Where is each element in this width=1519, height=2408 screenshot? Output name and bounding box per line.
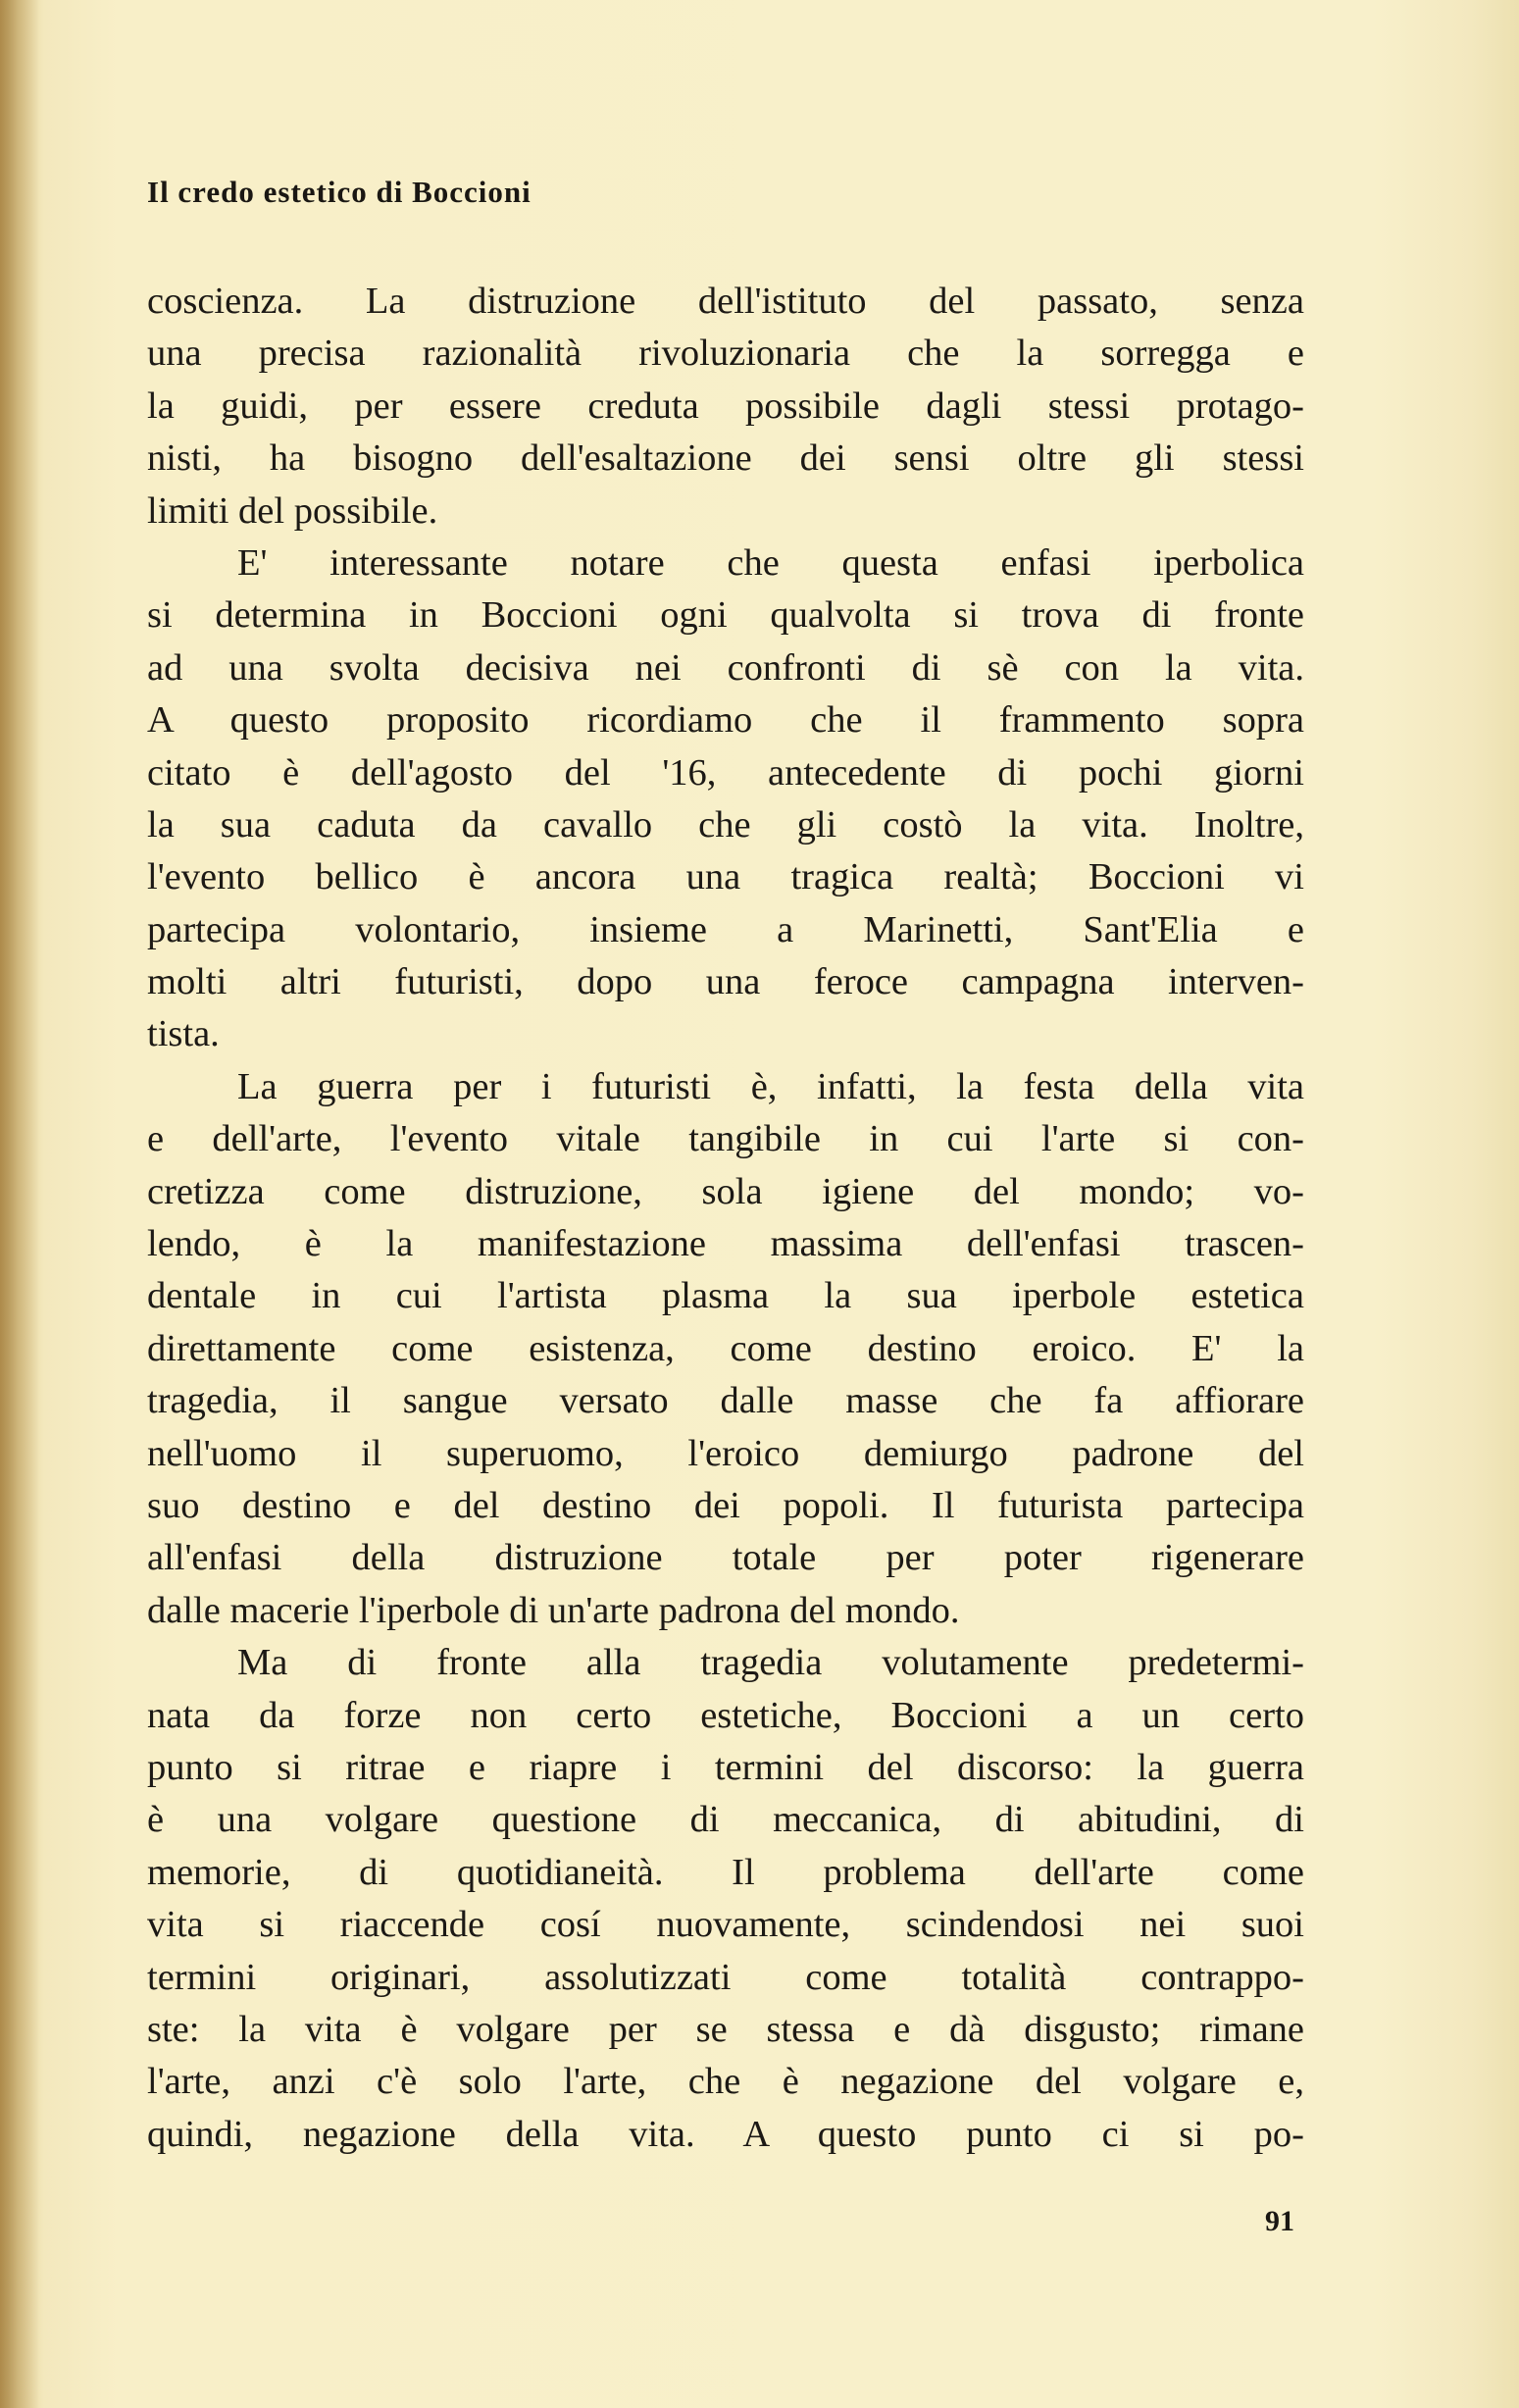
page-number: 91: [1265, 2205, 1294, 2237]
spine-shadow: [0, 0, 39, 2408]
text-line: tragedia, il sangue versato dalle masse che fa affiorare: [147, 1380, 1304, 1422]
text-line: memorie, di quotidianeità. Il problema dell'arte come: [147, 1851, 1304, 1893]
text-line: suo destino e del destino dei popoli. Il futurista partecipa: [147, 1484, 1304, 1526]
text-line: è una volgare questione di meccanica, di abitudini, di: [147, 1799, 1304, 1841]
text-line: la sua caduta da cavallo che gli costò la vita. Inoltre,: [147, 803, 1304, 845]
text-line: all'enfasi della distruzione totale per poter rigenerare: [147, 1537, 1304, 1579]
text-line: ad una svolta decisiva nei confronti di sè con la vita.: [147, 646, 1304, 689]
text-line: una precisa razionalità rivoluzionaria che la sorregga e: [147, 333, 1304, 375]
text-line: l'arte, anzi c'è solo l'arte, che è negazione del volgare e,: [147, 2061, 1304, 2103]
text-line: l'evento bellico è ancora una tragica realtà; Boccioni vi: [147, 856, 1304, 898]
text-line: cretizza come distruzione, sola igiene del mondo; vo-: [147, 1170, 1304, 1212]
text-line: quindi, negazione della vita. A questo punto ci si po-: [147, 2113, 1304, 2155]
text-line: la guidi, per essere creduta possibile dagli stessi protago-: [147, 384, 1304, 427]
text-line: La guerra per i futuristi è, infatti, la festa della vita: [237, 1065, 1304, 1107]
text-line: punto si ritrae e riapre i termini del discorso: la guerra: [147, 1746, 1304, 1788]
text-line: citato è dell'agosto del '16, antecedente di pochi giorni: [147, 751, 1304, 794]
text-line: dentale in cui l'artista plasma la sua iperbole estetica: [147, 1275, 1304, 1317]
text-line: si determina in Boccioni ogni qualvolta si trova di fronte: [147, 594, 1304, 637]
text-line: vita si riaccende cosí nuovamente, scindendosi nei suoi: [147, 1904, 1304, 1946]
running-head: Il credo estetico di Boccioni: [147, 175, 532, 209]
text-line: termini originari, assolutizzati come totalità contrappo-: [147, 1956, 1304, 1998]
text-line: E' interessante notare che questa enfasi iperbolica: [237, 541, 1304, 584]
text-line: partecipa volontario, insieme a Marinetti, Sant'Elia e: [147, 908, 1304, 950]
text-line: coscienza. La distruzione dell'istituto del passato, senza: [147, 281, 1304, 322]
text-line: nisti, ha bisogno dell'esaltazione dei sensi oltre gli stessi: [147, 437, 1304, 480]
text-line: direttamente come esistenza, come destino eroico. E' la: [147, 1327, 1304, 1369]
text-line: dalle macerie l'iperbole di un'arte padrona del mondo.: [147, 1589, 960, 1631]
body-text: [147, 276, 1304, 2161]
text-line: lendo, è la manifestazione massima dell'enfasi trascen-: [147, 1223, 1304, 1265]
text-line: Ma di fronte alla tragedia volutamente predetermi-: [237, 1642, 1304, 1684]
text-line: ste: la vita è volgare per se stessa e dà disgusto; rimane: [147, 2008, 1304, 2050]
text-line: limiti del possibile.: [147, 489, 438, 532]
text-line: tista.: [147, 1013, 220, 1055]
text-line: A questo proposito ricordiamo che il frammento sopra: [147, 699, 1304, 742]
text-line: nell'uomo il superuomo, l'eroico demiurgo padrone del: [147, 1432, 1304, 1474]
text-line: e dell'arte, l'evento vitale tangibile in cui l'arte si con-: [147, 1118, 1304, 1160]
text-line: molti altri futuristi, dopo una feroce campagna interven-: [147, 961, 1304, 1003]
text-line: nata da forze non certo estetiche, Boccioni a un certo: [147, 1694, 1304, 1736]
